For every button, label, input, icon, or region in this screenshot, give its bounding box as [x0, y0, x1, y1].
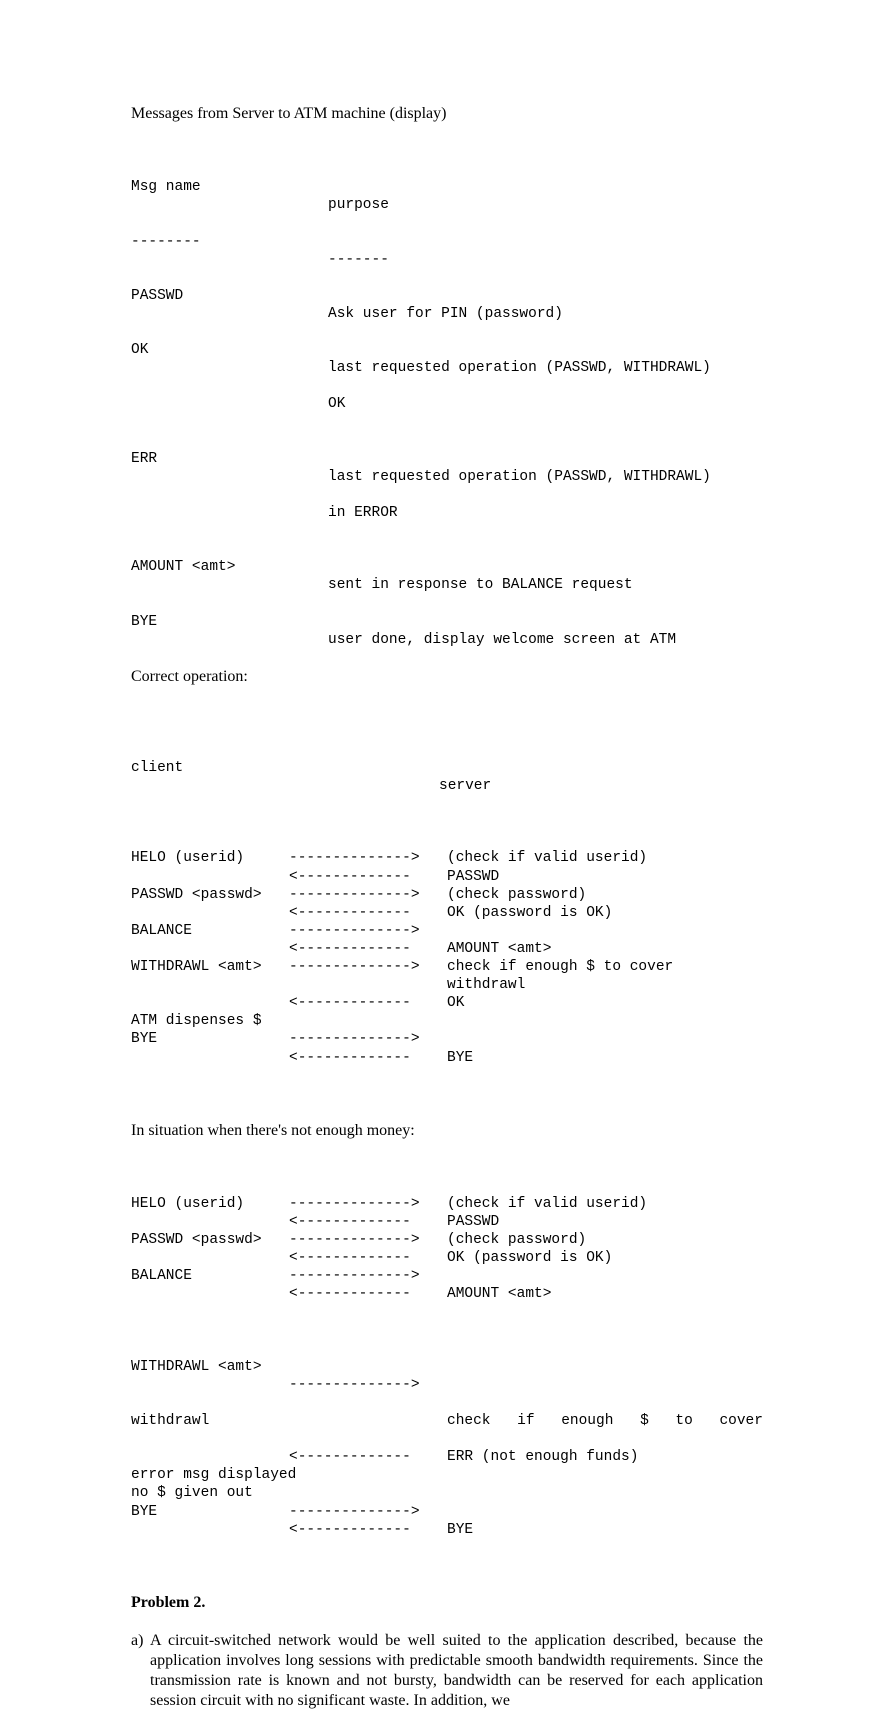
msg-purpose: Ask user for PIN (password) [328, 305, 563, 322]
arrow: --------------> [289, 959, 420, 976]
col-rule-purpose: ------- [328, 251, 389, 268]
msg-purpose: OK [328, 396, 346, 413]
sequence-line [131, 1340, 763, 1430]
sequence-lines [131, 849, 763, 1066]
sequence-line [131, 1195, 763, 1213]
sequence-line [131, 1267, 763, 1285]
answer-label: a) [131, 1631, 144, 1649]
arrow: --------------> [289, 1376, 420, 1393]
msg-name: ERR [131, 450, 158, 467]
server-msg: OK (password is OK) [447, 904, 613, 921]
sequence-header-row [131, 741, 763, 795]
msg-name: PASSWD [131, 287, 184, 304]
msg-purpose: in ERROR [328, 504, 398, 521]
server-msg: BYE [447, 1521, 474, 1538]
sequence-line [131, 1231, 763, 1249]
msg-name: BYE [131, 613, 158, 630]
server-msg: BYE [447, 1049, 474, 1066]
word: $ [640, 1413, 649, 1430]
arrow: --------------> [289, 1268, 420, 1285]
client-msg: HELO (userid) [131, 850, 245, 867]
client-msg: error msg displayed [131, 1467, 297, 1484]
sequence-line [131, 940, 763, 958]
word: if [517, 1413, 535, 1430]
table-row [131, 432, 763, 485]
server-msg: OK [447, 995, 465, 1012]
sequence-line [131, 1030, 763, 1048]
server-msg: (check password) [447, 886, 587, 903]
arrow: <------------- [289, 868, 411, 885]
document-page [131, 104, 763, 1711]
client-msg: PASSWD <passwd> [131, 1232, 262, 1249]
arrow: --------------> [289, 1031, 420, 1048]
table-row [131, 269, 763, 322]
table-row [131, 540, 763, 594]
sequence-line [131, 1213, 763, 1231]
col-rule-msg-name: -------- [131, 233, 201, 250]
blank-line [131, 795, 763, 813]
arrow: --------------> [289, 1232, 420, 1249]
client-header: client [131, 760, 184, 776]
server-msg-justified [447, 1412, 763, 1430]
sequence-line [131, 849, 763, 867]
wrapped-text: withdrawl [131, 1413, 210, 1430]
sequence-line [131, 1448, 763, 1466]
sequence-lines [131, 1448, 763, 1538]
msg-purpose: sent in response to BALANCE request [328, 577, 633, 594]
arrow: <------------- [289, 1250, 411, 1267]
word: enough [561, 1413, 614, 1430]
sequence-line [131, 868, 763, 886]
problem-answer-paragraph [131, 1631, 763, 1711]
client-msg: WITHDRAWL <amt> [131, 1358, 262, 1375]
server-msg: withdrawl [447, 977, 526, 994]
table-row-continuation [131, 377, 763, 413]
table-row [131, 594, 763, 648]
sequence-line [131, 994, 763, 1012]
col-header-purpose: purpose [328, 197, 389, 214]
word: to [675, 1413, 693, 1430]
client-msg: HELO (userid) [131, 1195, 245, 1212]
word: cover [719, 1413, 763, 1430]
insufficient-sequence [131, 1159, 763, 1575]
client-msg: BYE [131, 1031, 158, 1048]
server-msg: AMOUNT <amt> [447, 1286, 552, 1303]
table-rule-row [131, 214, 763, 268]
server-msg: check if enough $ to cover [447, 959, 674, 976]
arrow: --------------> [289, 922, 420, 939]
msg-purpose: last requested operation (PASSWD, WITHDRAWL) [328, 468, 711, 485]
msg-name: AMOUNT <amt> [131, 559, 236, 576]
arrow: <------------- [289, 1521, 411, 1538]
sequence-line [131, 1049, 763, 1067]
client-msg: ATM dispenses $ [131, 1013, 262, 1030]
sequence-line [131, 1484, 763, 1502]
client-msg: PASSWD <passwd> [131, 886, 262, 903]
sequence-line [131, 1285, 763, 1303]
server-msg: (check if valid userid) [447, 850, 648, 867]
sequence-line [131, 976, 763, 994]
correct-sequence [131, 705, 763, 1103]
sequence-line [131, 1503, 763, 1521]
server-header: server [439, 778, 492, 795]
server-msg: PASSWD [447, 868, 500, 885]
arrow: <------------- [289, 904, 411, 921]
arrow: <------------- [289, 1049, 411, 1066]
table-row-continuation [131, 486, 763, 521]
server-msg: AMOUNT <amt> [447, 940, 552, 957]
client-msg: no $ given out [131, 1485, 253, 1502]
client-msg: BYE [131, 1503, 158, 1520]
sequence-line [131, 904, 763, 922]
arrow: <------------- [289, 1214, 411, 1231]
word: check [447, 1413, 491, 1430]
client-msg: BALANCE [131, 1268, 192, 1285]
sequence-line [131, 922, 763, 940]
server-msg: ERR (not enough funds) [447, 1449, 639, 1466]
sequence-line [131, 1521, 763, 1539]
arrow: --------------> [289, 1503, 420, 1520]
table-header-row [131, 160, 763, 214]
server-msg: (check password) [447, 1232, 587, 1249]
arrow: --------------> [289, 886, 420, 903]
sequence-line [131, 1466, 763, 1484]
table-row [131, 323, 763, 377]
arrow: <------------- [289, 1286, 411, 1303]
msg-purpose: last requested operation (PASSWD, WITHDRAWL) [328, 360, 711, 377]
section-heading-not-enough: In situation when there's not enough money: [131, 1121, 415, 1139]
col-header-msg-name: Msg name [131, 179, 201, 196]
server-msg: OK (password is OK) [447, 1250, 613, 1267]
arrow: --------------> [289, 1195, 420, 1212]
sequence-lines [131, 1195, 763, 1304]
arrow: <------------- [289, 940, 411, 957]
section-heading-messages: Messages from Server to ATM machine (display) [131, 105, 447, 122]
answer-text: A circuit-switched network would be well suited to the application described, because the application involves long sessions with predictable smooth bandwidth requirements. Since the transmission rate is known and not bursty, bandwidth can be reserved for each application session circuit with no significant waste. In addition, we [150, 1631, 763, 1709]
message-table [131, 124, 763, 649]
section-heading-correct: Correct operation: [131, 667, 248, 685]
problem-title: Problem 2. [131, 1593, 206, 1611]
arrow: <------------- [289, 995, 411, 1012]
server-msg: PASSWD [447, 1214, 500, 1231]
msg-name: OK [131, 342, 149, 359]
msg-purpose: user done, display welcome screen at ATM [328, 631, 677, 648]
arrow: <------------- [289, 1449, 411, 1466]
sequence-line [131, 958, 763, 976]
client-msg: WITHDRAWL <amt> [131, 959, 262, 976]
client-msg: BALANCE [131, 922, 192, 939]
sequence-line [131, 1012, 763, 1030]
arrow: --------------> [289, 850, 420, 867]
sequence-line [131, 886, 763, 904]
sequence-line [131, 1249, 763, 1267]
server-msg: (check if valid userid) [447, 1195, 648, 1212]
